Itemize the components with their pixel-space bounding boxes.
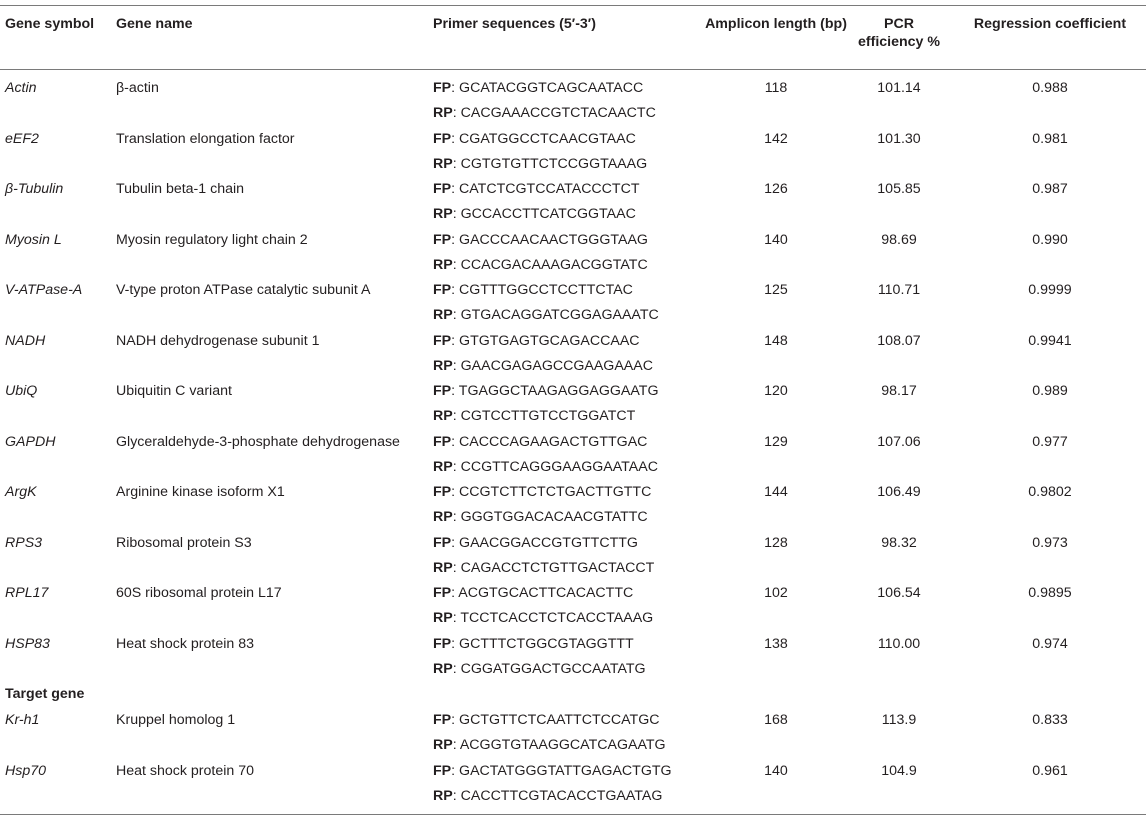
- forward-primer-sequence: CACCCAGAAGACTGTTGAC: [459, 433, 648, 450]
- gene-symbol: NADH: [5, 332, 46, 349]
- gene-name: Heat shock protein 70: [116, 762, 255, 779]
- forward-primer-sequence: CGTTTGGCCTCCTTCTAC: [459, 282, 633, 298]
- gene-name: Kruppel homolog 1: [116, 712, 236, 728]
- header-amplicon-length: Amplicon length (bp): [705, 16, 847, 32]
- reverse-primer: [433, 736, 666, 754]
- gene-symbol: V-ATPase-A: [5, 282, 83, 298]
- forward-primer-label: FP: [433, 130, 452, 147]
- regression-coefficient: 0.9941: [1028, 332, 1072, 349]
- header-pcr-efficiency-line2: efficiency %: [857, 34, 940, 50]
- gene-name: β-actin: [116, 80, 159, 96]
- forward-primer-sequence: GACCCAACAACTGGGTAAG: [459, 231, 648, 248]
- forward-primer-label: FP: [433, 712, 452, 728]
- reverse-primer-label: RP: [433, 155, 453, 172]
- regression-coefficient: 0.9802: [1028, 484, 1072, 500]
- reverse-primer: [433, 205, 636, 223]
- reverse-primer-sequence: CCACGACAAAGACGGTATC: [460, 256, 648, 273]
- gene-symbol: RPS3: [5, 534, 43, 551]
- reverse-primer: [433, 508, 648, 526]
- gene-name: V-type proton ATPase catalytic subunit A: [116, 282, 371, 298]
- amplicon-length: 128: [764, 534, 788, 551]
- forward-primer-label: FP: [433, 762, 452, 779]
- pcr-efficiency: 108.07: [877, 332, 921, 349]
- reverse-primer: [433, 407, 635, 425]
- amplicon-length: 148: [764, 332, 788, 349]
- regression-coefficient: 0.987: [1032, 181, 1068, 197]
- amplicon-length: 126: [764, 181, 788, 197]
- forward-primer-separator: :: [451, 282, 460, 298]
- amplicon-length: 118: [764, 80, 788, 96]
- header-pcr-efficiency: [840, 15, 958, 51]
- reverse-primer-sequence: CGGATGGACTGCCAATATG: [460, 660, 646, 677]
- header-regression-coefficient: Regression coefficient: [973, 16, 1127, 32]
- forward-primer-sequence: GACTATGGGTATTGAGACTGTG: [459, 762, 672, 779]
- reverse-primer-separator: :: [452, 509, 461, 525]
- forward-primer: [433, 711, 659, 729]
- forward-primer-separator: :: [451, 635, 460, 652]
- forward-primer-separator: :: [451, 534, 460, 551]
- gene-symbol: HSP83: [5, 635, 50, 652]
- gene-symbol: Hsp70: [5, 762, 47, 779]
- reverse-primer-label: RP: [433, 458, 453, 475]
- forward-primer-sequence: GCTTTCTGGCGTAGGTTT: [459, 635, 634, 652]
- forward-primer: [433, 534, 638, 552]
- reverse-primer-label: RP: [433, 105, 453, 121]
- gene-symbol: β-Tubulin: [5, 181, 64, 197]
- reverse-primer-label: RP: [433, 509, 453, 525]
- gene-name: 60S ribosomal protein L17: [116, 585, 282, 601]
- gene-symbol: Kr-h1: [5, 712, 40, 728]
- forward-primer-label: FP: [433, 585, 452, 601]
- pcr-efficiency: 98.32: [881, 534, 917, 551]
- forward-primer-separator: :: [451, 585, 459, 601]
- reverse-primer-separator: :: [452, 458, 461, 475]
- pcr-efficiency: 105.85: [877, 181, 921, 197]
- gene-symbol: UbiQ: [5, 383, 38, 399]
- forward-primer-sequence: GTGTGAGTGCAGACCAAC: [459, 332, 640, 349]
- forward-primer-separator: :: [451, 383, 459, 399]
- gene-name: NADH dehydrogenase subunit 1: [116, 332, 320, 349]
- reverse-primer-sequence: CACCTTCGTACACCTGAATAG: [460, 787, 663, 804]
- forward-primer-separator: :: [451, 712, 460, 728]
- forward-primer-sequence: ACGTGCACTTCACACTTC: [458, 585, 634, 601]
- reverse-primer-sequence: CGTGTGTTCTCCGGTAAAG: [460, 155, 648, 172]
- regression-coefficient: 0.981: [1032, 130, 1068, 147]
- forward-primer-separator: :: [451, 231, 460, 248]
- forward-primer-sequence: CGATGGCCTCAACGTAAC: [459, 130, 636, 147]
- forward-primer-label: FP: [433, 383, 452, 399]
- pcr-efficiency: 98.69: [881, 231, 917, 248]
- reverse-primer-sequence: CCGTTCAGGGAAGGAATAAC: [460, 458, 658, 475]
- reverse-primer-label: RP: [433, 256, 453, 273]
- forward-primer-label: FP: [433, 282, 452, 298]
- forward-primer-label: FP: [433, 181, 452, 197]
- amplicon-length: 144: [764, 484, 788, 500]
- regression-coefficient: 0.9895: [1028, 585, 1072, 601]
- forward-primer: [433, 332, 640, 350]
- reverse-primer-separator: :: [452, 155, 461, 172]
- reverse-primer-sequence: GTGACAGGATCGGAGAAATC: [460, 307, 659, 323]
- pcr-efficiency: 106.49: [877, 484, 921, 500]
- amplicon-length: 168: [764, 712, 788, 728]
- header-pcr-efficiency-line1: PCR: [884, 16, 914, 32]
- forward-primer-separator: :: [451, 484, 460, 500]
- header-gene-symbol: Gene symbol: [5, 16, 95, 32]
- gene-name: Ribosomal protein S3: [116, 534, 252, 551]
- reverse-primer-separator: :: [452, 787, 461, 804]
- header-rule: [0, 69, 1146, 70]
- reverse-primer-separator: :: [452, 256, 461, 273]
- reverse-primer: [433, 559, 654, 577]
- reverse-primer: [433, 104, 656, 122]
- reverse-primer-separator: :: [452, 660, 461, 677]
- pcr-efficiency: 113.9: [881, 712, 917, 728]
- reverse-primer-label: RP: [433, 357, 453, 374]
- regression-coefficient: 0.989: [1032, 383, 1068, 399]
- amplicon-length: 129: [764, 433, 788, 450]
- pcr-efficiency: 101.14: [877, 80, 921, 96]
- reverse-primer-sequence: GCCACCTTCATCGGTAAC: [460, 206, 636, 222]
- forward-primer: [433, 79, 643, 97]
- reverse-primer-sequence: CGTCCTTGTCCTGGATCT: [460, 408, 636, 424]
- amplicon-length: 138: [764, 635, 788, 652]
- pcr-efficiency: 98.17: [881, 383, 917, 399]
- reverse-primer: [433, 458, 658, 476]
- forward-primer-separator: :: [451, 433, 460, 450]
- reverse-primer-separator: :: [452, 105, 461, 121]
- reverse-primer-label: RP: [433, 408, 453, 424]
- forward-primer-label: FP: [433, 534, 452, 551]
- forward-primer-separator: :: [451, 80, 460, 96]
- forward-primer: [433, 635, 634, 653]
- forward-primer-separator: :: [451, 181, 460, 197]
- table-bottom-rule: [0, 814, 1146, 815]
- forward-primer: [433, 433, 647, 451]
- gene-symbol: Actin: [5, 80, 37, 96]
- reverse-primer-label: RP: [433, 206, 453, 222]
- forward-primer-label: FP: [433, 433, 452, 450]
- forward-primer-sequence: CATCTCGTCCATACCCTCT: [459, 181, 640, 197]
- reverse-primer-sequence: GGGTGGACACAACGTATTC: [460, 509, 648, 525]
- regression-coefficient: 0.973: [1032, 534, 1068, 551]
- forward-primer-sequence: CCGTCTTCTCTGACTTGTTC: [459, 484, 652, 500]
- reverse-primer-separator: :: [452, 206, 461, 222]
- amplicon-length: 140: [764, 762, 788, 779]
- gene-name: Ubiquitin C variant: [116, 383, 232, 399]
- reverse-primer-separator: :: [452, 737, 460, 753]
- gene-name: Myosin regulatory light chain 2: [116, 231, 308, 248]
- header-gene-name: Gene name: [116, 16, 193, 32]
- amplicon-length: 125: [764, 282, 788, 298]
- reverse-primer-sequence: TCCTCACCTCTCACCTAAAG: [460, 610, 654, 626]
- forward-primer-sequence: GCATACGGTCAGCAATACC: [459, 80, 644, 96]
- pcr-efficiency: 101.30: [877, 130, 921, 147]
- reverse-primer-label: RP: [433, 610, 453, 626]
- forward-primer: [433, 584, 633, 602]
- forward-primer-separator: :: [451, 762, 460, 779]
- pcr-efficiency: 106.54: [877, 585, 921, 601]
- forward-primer-label: FP: [433, 80, 452, 96]
- reverse-primer-label: RP: [433, 737, 453, 753]
- regression-coefficient: 0.990: [1032, 231, 1068, 248]
- forward-primer: [433, 382, 658, 400]
- gene-symbol: ArgK: [5, 484, 37, 500]
- reverse-primer-label: RP: [433, 787, 453, 804]
- reverse-primer-label: RP: [433, 307, 453, 323]
- regression-coefficient: 0.9999: [1028, 282, 1072, 298]
- forward-primer-sequence: GAACGGACCGTGTTCTTG: [459, 534, 638, 551]
- forward-primer: [433, 180, 640, 198]
- regression-coefficient: 0.974: [1032, 635, 1068, 652]
- reverse-primer-separator: :: [452, 408, 461, 424]
- gene-name: Heat shock protein 83: [116, 635, 255, 652]
- reverse-primer-sequence: CAGACCTCTGTTGACTACCT: [460, 559, 655, 576]
- forward-primer: [433, 130, 636, 148]
- gene-symbol: Myosin L: [5, 231, 62, 248]
- reverse-primer-sequence: ACGGTGTAAGGCATCAGAATG: [459, 737, 666, 753]
- reverse-primer: [433, 787, 662, 805]
- reverse-primer-label: RP: [433, 559, 453, 576]
- forward-primer-label: FP: [433, 332, 452, 349]
- regression-coefficient: 0.977: [1032, 433, 1068, 450]
- amplicon-length: 142: [764, 130, 788, 147]
- regression-coefficient: 0.988: [1032, 80, 1068, 96]
- pcr-efficiency: 107.06: [877, 433, 921, 450]
- reverse-primer-sequence: GAACGAGAGCCGAAGAAAC: [460, 357, 653, 374]
- target-gene-section-label: Target gene: [5, 686, 85, 702]
- amplicon-length: 140: [764, 231, 788, 248]
- forward-primer-separator: :: [451, 332, 460, 349]
- forward-primer: [433, 762, 672, 780]
- reverse-primer-separator: :: [452, 357, 461, 374]
- regression-coefficient: 0.961: [1032, 762, 1068, 779]
- forward-primer-label: FP: [433, 484, 452, 500]
- reverse-primer-sequence: CACGAAACCGTCTACAACTC: [460, 105, 656, 121]
- gene-symbol: eEF2: [5, 130, 39, 147]
- forward-primer-label: FP: [433, 231, 452, 248]
- pcr-efficiency: 110.00: [877, 635, 921, 652]
- gene-symbol: GAPDH: [5, 433, 56, 450]
- forward-primer: [433, 483, 651, 501]
- reverse-primer: [433, 609, 653, 627]
- gene-name: Translation elongation factor: [116, 130, 295, 147]
- amplicon-length: 102: [764, 585, 788, 601]
- reverse-primer-separator: :: [452, 559, 461, 576]
- forward-primer-separator: :: [451, 130, 460, 147]
- reverse-primer-separator: :: [452, 307, 461, 323]
- reverse-primer-label: RP: [433, 660, 453, 677]
- reverse-primer: [433, 357, 653, 375]
- regression-coefficient: 0.833: [1032, 712, 1068, 728]
- reverse-primer: [433, 155, 647, 173]
- gene-name: Glyceraldehyde-3-phosphate dehydrogenase: [116, 433, 400, 450]
- reverse-primer-separator: :: [452, 610, 461, 626]
- forward-primer-sequence: TGAGGCTAAGAGGAGGAATG: [458, 383, 659, 399]
- reverse-primer: [433, 660, 646, 678]
- pcr-efficiency: 104.9: [881, 762, 917, 779]
- forward-primer: [433, 281, 633, 299]
- gene-symbol: RPL17: [5, 585, 49, 601]
- reverse-primer: [433, 306, 659, 324]
- gene-name: Tubulin beta-1 chain: [116, 181, 245, 197]
- amplicon-length: 120: [764, 383, 788, 399]
- pcr-efficiency: 110.71: [877, 282, 921, 298]
- forward-primer-sequence: GCTGTTCTCAATTCTCCATGC: [459, 712, 660, 728]
- reverse-primer: [433, 256, 648, 274]
- table-top-rule: [0, 5, 1146, 6]
- header-primer-sequences: Primer sequences (5′-3′): [433, 16, 596, 32]
- gene-name: Arginine kinase isoform X1: [116, 484, 285, 500]
- forward-primer-label: FP: [433, 635, 452, 652]
- forward-primer: [433, 231, 648, 249]
